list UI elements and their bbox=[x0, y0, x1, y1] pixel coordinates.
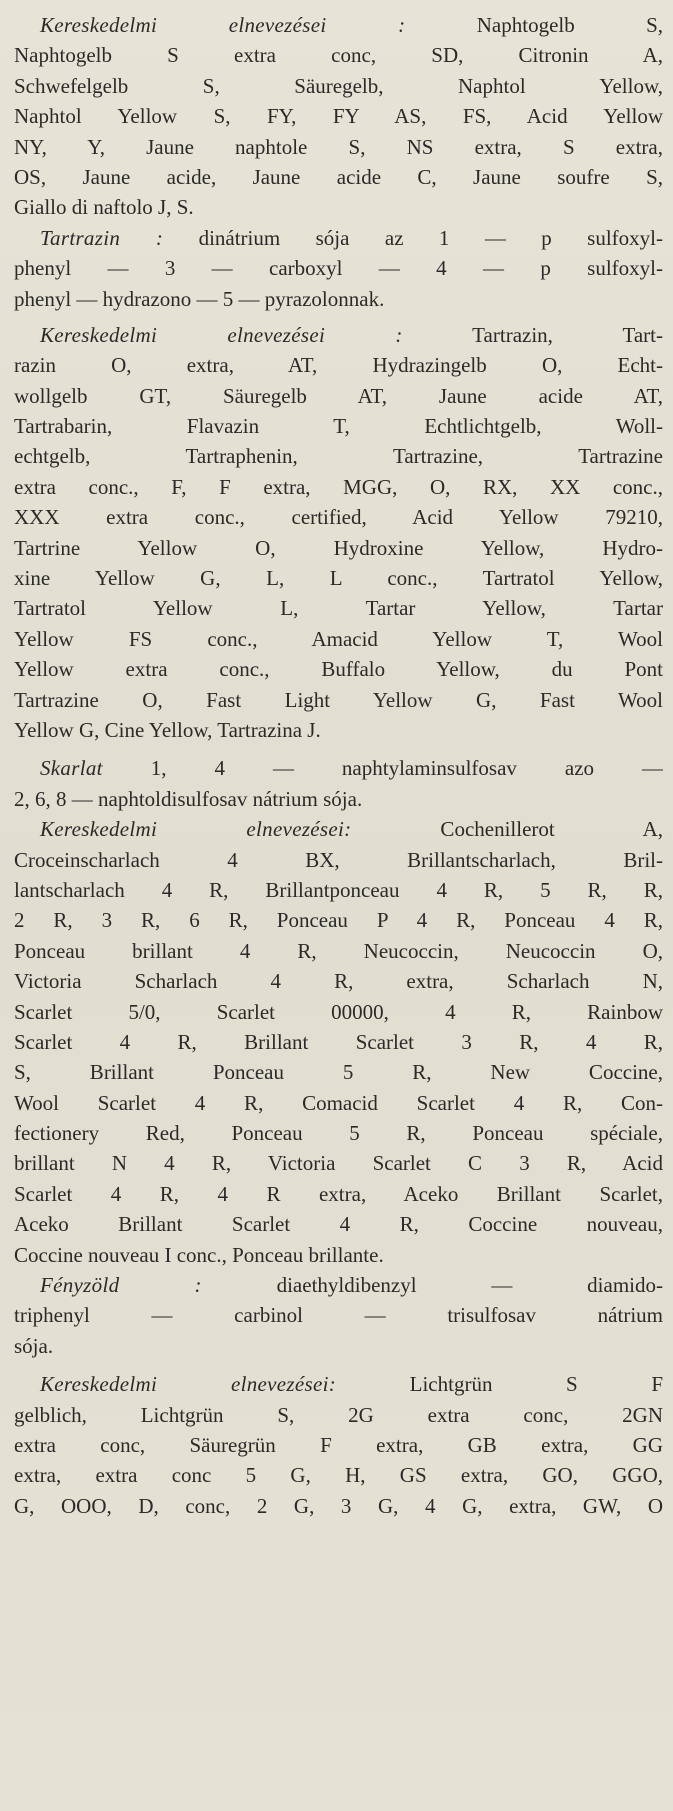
section-label: Kereskedelmi elnevezései : bbox=[40, 13, 406, 37]
text-line: Naphtogelb S extra conc, SD, Citronin A, bbox=[14, 43, 663, 68]
text-line: extra, extra conc 5 G, H, GS extra, GO, GGO, bbox=[14, 1463, 663, 1488]
text-line: phenyl — 3 — carboxyl — 4 — p sulfoxyl- bbox=[14, 256, 663, 281]
text-line: Yellow FS conc., Amacid Yellow T, Wool bbox=[14, 626, 663, 651]
section-label: Kereskedelmi elnevezései : bbox=[40, 322, 403, 347]
line-text: Naphtogelb S, bbox=[405, 13, 663, 37]
section-label: Tartrazin : bbox=[40, 225, 164, 250]
line-text: Tartrazin, Tart- bbox=[402, 322, 663, 347]
text-line: echtgelb, Tartraphenin, Tartrazine, Tartrazine bbox=[14, 444, 663, 469]
text-line: Tartrine Yellow O, Hydroxine Yellow, Hydro- bbox=[14, 535, 663, 560]
paragraph-gap bbox=[14, 745, 663, 753]
text-line bbox=[14, 1369, 663, 1399]
text-line: Croceinscharlach 4 BX, Brillantscharlach, Bril- bbox=[14, 847, 663, 872]
text-line: Giallo di naftolo J, S. bbox=[14, 195, 194, 220]
text-line: Scarlet 5/0, Scarlet 00000, 4 R, Rainbow bbox=[14, 999, 663, 1024]
text-line: razin O, extra, AT, Hydrazingelb O, Echt- bbox=[14, 353, 663, 378]
line-text: dinátrium sója az 1 — p sulfoxyl- bbox=[163, 225, 663, 250]
text-line: lantscharlach 4 R, Brillantponceau 4 R, 5 R, R, bbox=[14, 877, 663, 902]
trade-names-tartrazin-paragraph bbox=[14, 320, 663, 745]
text-line: Scarlet 4 R, Brillant Scarlet 3 R, 4 R, bbox=[14, 1029, 663, 1054]
text-line: G, OOO, D, conc, 2 G, 3 G, 4 G, extra, GW, O bbox=[14, 1493, 663, 1518]
trade-names-lichtgrun-paragraph bbox=[14, 1369, 663, 1521]
text-line: wollgelb GT, Säuregelb AT, Jaune acide AT, bbox=[14, 383, 663, 408]
text-line: fectionery Red, Ponceau 5 R, Ponceau spéciale, bbox=[14, 1121, 663, 1146]
text-line: xine Yellow G, L, L conc., Tartratol Yellow, bbox=[14, 566, 663, 591]
text-line: Scarlet 4 R, 4 R extra, Aceko Brillant Scarlet, bbox=[14, 1181, 663, 1206]
text-line bbox=[14, 320, 663, 350]
text-line: triphenyl — carbinol — trisulfosav nátrium bbox=[14, 1303, 663, 1328]
section-label: Fényzöld : bbox=[40, 1273, 202, 1298]
text-line: brillant N 4 R, Victoria Scarlet C 3 R, Acid bbox=[14, 1151, 663, 1176]
text-line: Wool Scarlet 4 R, Comacid Scarlet 4 R, Con- bbox=[14, 1090, 663, 1115]
trade-names-naphtol-yellow-paragraph bbox=[14, 10, 663, 223]
text-line: Tartratol Yellow L, Tartar Yellow, Tartar bbox=[14, 596, 663, 621]
paragraph-gap bbox=[14, 1361, 663, 1369]
text-line: Yellow extra conc., Buffalo Yellow, du Pont bbox=[14, 657, 663, 682]
line-text: Cochenillerot A, bbox=[351, 817, 663, 842]
line-text: diaethyldibenzyl — diamido- bbox=[201, 1273, 663, 1298]
text-line: Aceko Brillant Scarlet 4 R, Coccine nouveau, bbox=[14, 1212, 663, 1237]
skarlat-definition-paragraph bbox=[14, 753, 663, 814]
text-line: extra conc, Säuregrün F extra, GB extra, GG bbox=[14, 1432, 663, 1457]
text-line bbox=[14, 1270, 663, 1300]
text-line: Coccine nouveau I conc., Ponceau brillante. bbox=[14, 1242, 384, 1267]
text-line: NY, Y, Jaune naphtole S, NS extra, S extra, bbox=[14, 134, 663, 159]
text-line: gelblich, Lichtgrün S, 2G extra conc, 2GN bbox=[14, 1402, 663, 1427]
text-line: Tartrazine O, Fast Light Yellow G, Fast Wool bbox=[14, 687, 663, 712]
text-line bbox=[14, 814, 663, 844]
text-line: phenyl — hydrazono — 5 — pyrazolonnak. bbox=[14, 286, 385, 311]
text-line bbox=[14, 223, 663, 253]
text-line: Schwefelgelb S, Säuregelb, Naphtol Yellow, bbox=[14, 73, 663, 98]
text-line: Yellow G, Cine Yellow, Tartrazina J. bbox=[14, 717, 321, 742]
text-line: OS, Jaune acide, Jaune acide C, Jaune soufre S, bbox=[14, 164, 663, 189]
text-line: extra conc., F, F extra, MGG, O, RX, XX conc., bbox=[14, 474, 663, 499]
text-line: Ponceau brillant 4 R, Neucoccin, Neucoccin O, bbox=[14, 938, 663, 963]
text-line bbox=[14, 10, 663, 40]
section-label: Kereskedelmi elnevezései: bbox=[40, 1372, 337, 1397]
line-text: 1, 4 — naphtylaminsulfosav azo — bbox=[102, 756, 663, 781]
section-label: Skarlat bbox=[40, 756, 103, 781]
fenyzold-definition-paragraph bbox=[14, 1270, 663, 1361]
section-label: Kereskedelmi elnevezései: bbox=[40, 817, 352, 842]
text-line bbox=[14, 753, 663, 783]
text-line: Victoria Scharlach 4 R, extra, Scharlach N, bbox=[14, 969, 663, 994]
text-line: Tartrabarin, Flavazin T, Echtlichtgelb, Woll- bbox=[14, 414, 663, 439]
text-line: 2, 6, 8 — naphtoldisulfosav nátrium sója. bbox=[14, 786, 363, 811]
text-line: 2 R, 3 R, 6 R, Ponceau P 4 R, Ponceau 4 R, bbox=[14, 908, 663, 933]
text-line: S, Brillant Ponceau 5 R, New Coccine, bbox=[14, 1060, 663, 1085]
text-line: Naphtol Yellow S, FY, FY AS, FS, Acid Yellow bbox=[14, 104, 663, 129]
text-line: XXX extra conc., certified, Acid Yellow 79210, bbox=[14, 505, 663, 530]
trade-names-skarlat-paragraph bbox=[14, 814, 663, 1270]
tartrazin-definition-paragraph bbox=[14, 223, 663, 314]
text-line: sója. bbox=[14, 1333, 54, 1358]
line-text: Lichtgrün S F bbox=[336, 1372, 663, 1397]
